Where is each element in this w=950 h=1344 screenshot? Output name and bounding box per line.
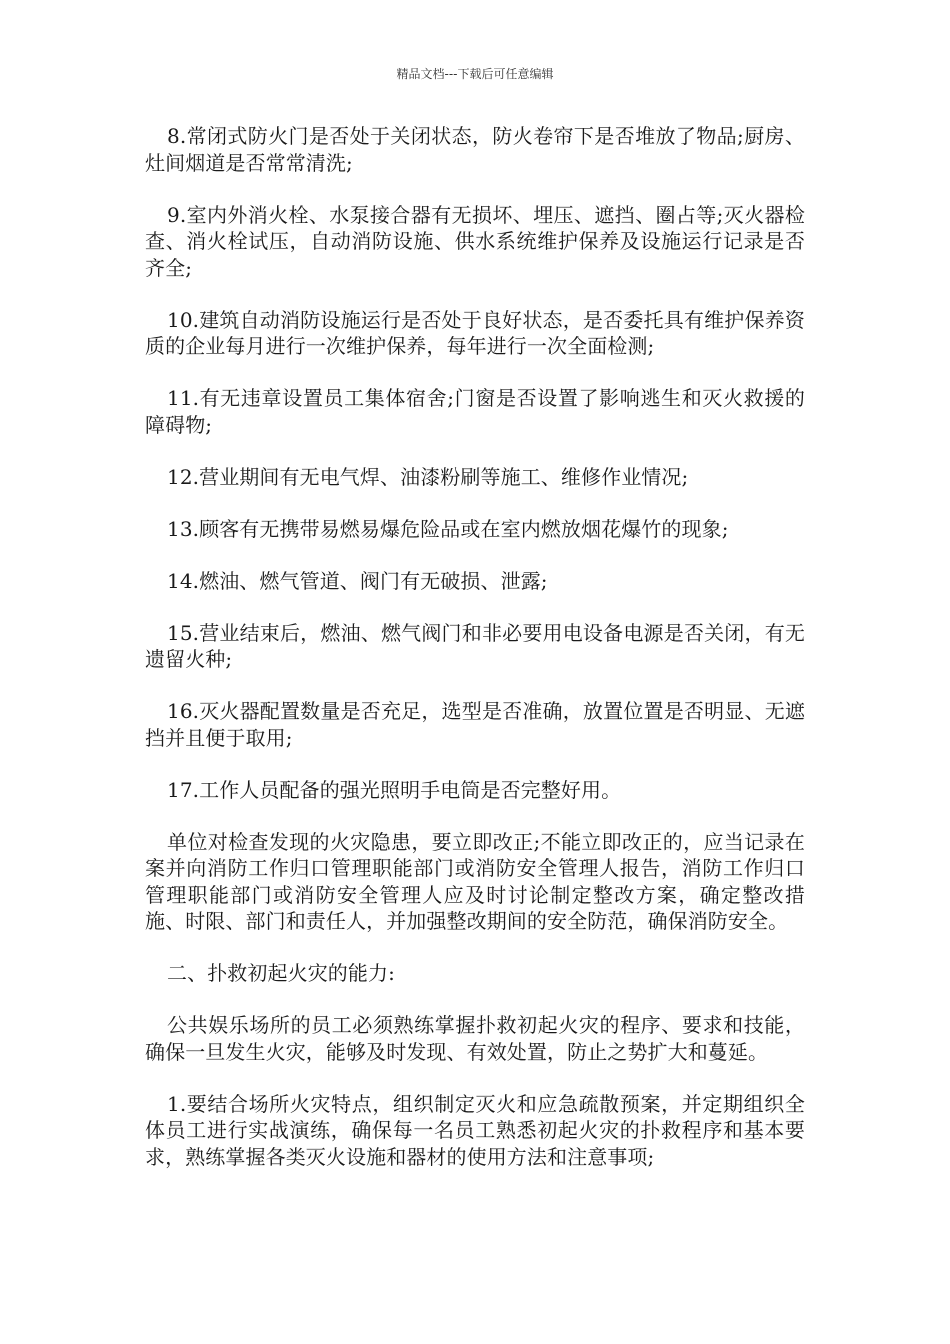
paragraph-item-11: 11.有无违章设置员工集体宿舍;门窗是否设置了影响逃生和灭火救援的障碍物; [145, 386, 805, 437]
paragraph-staff-requirements: 公共娱乐场所的员工必须熟练掌握扑救初起火灾的程序、要求和技能，确保一旦发生火灾，能够及时发现、有效处置，防止之势扩大和蔓延。 [145, 1013, 805, 1064]
paragraph-item-9: 9.室内外消火栓、水泵接合器有无损坏、埋压、遮挡、圈占等;灭火器检查、消火栓试压，自动消防设施、供水系统维护保养及设施运行记录是否齐全; [145, 202, 805, 280]
paragraph-item-10: 10.建筑自动消防设施运行是否处于良好状态，是否委托具有维护保养资质的企业每月进行一次维护保养，每年进行一次全面检测; [145, 307, 805, 358]
document-body [145, 123, 805, 1196]
section-heading-initial-fire: 二、扑救初起火灾的能力: [167, 961, 395, 985]
paragraph-item-14: 14.燃油、燃气管道、阀门有无破损、泄露; [167, 568, 548, 593]
page-header: 精品文档---下载后可任意编辑 [396, 67, 554, 81]
paragraph-item-13: 13.顾客有无携带易燃易爆危险品或在室内燃放烟花爆竹的现象; [167, 516, 729, 541]
paragraph-hazard-rectification: 单位对检查发现的火灾隐患，要立即改正;不能立即改正的，应当记录在案并向消防工作归口管理职能部门或消防安全管理人报告，消防工作归口管理职能部门或消防安全管理人应及时讨论制定整改方案，确定整改措施、时限、部门和责任人，并加强整改期间的安全防范，确保消防安全。 [145, 829, 805, 933]
paragraph-item-8: 8.常闭式防火门是否处于关闭状态，防火卷帘下是否堆放了物品;厨房、灶间烟道是否常常清洗; [145, 124, 805, 175]
paragraph-item-1: 1.要结合场所火灾特点，组织制定灭火和应急疏散预案，并定期组织全体员工进行实战演练，确保每一名员工熟悉初起火灾的扑救程序和基本要求，熟练掌握各类灭火设施和器材的使用方法和注意事项; [145, 1091, 805, 1169]
paragraph-item-16: 16.灭火器配置数量是否充足，选型是否准确，放置位置是否明显、无遮挡并且便于取用; [145, 699, 805, 750]
paragraph-item-17: 17.工作人员配备的强光照明手电筒是否完整好用。 [167, 777, 622, 802]
paragraph-item-15: 15.营业结束后，燃油、燃气阀门和非必要用电设备电源是否关闭，有无遗留火种; [145, 620, 805, 671]
paragraph-item-12: 12.营业期间有无电气焊、油漆粉刷等施工、维修作业情况; [167, 464, 689, 489]
